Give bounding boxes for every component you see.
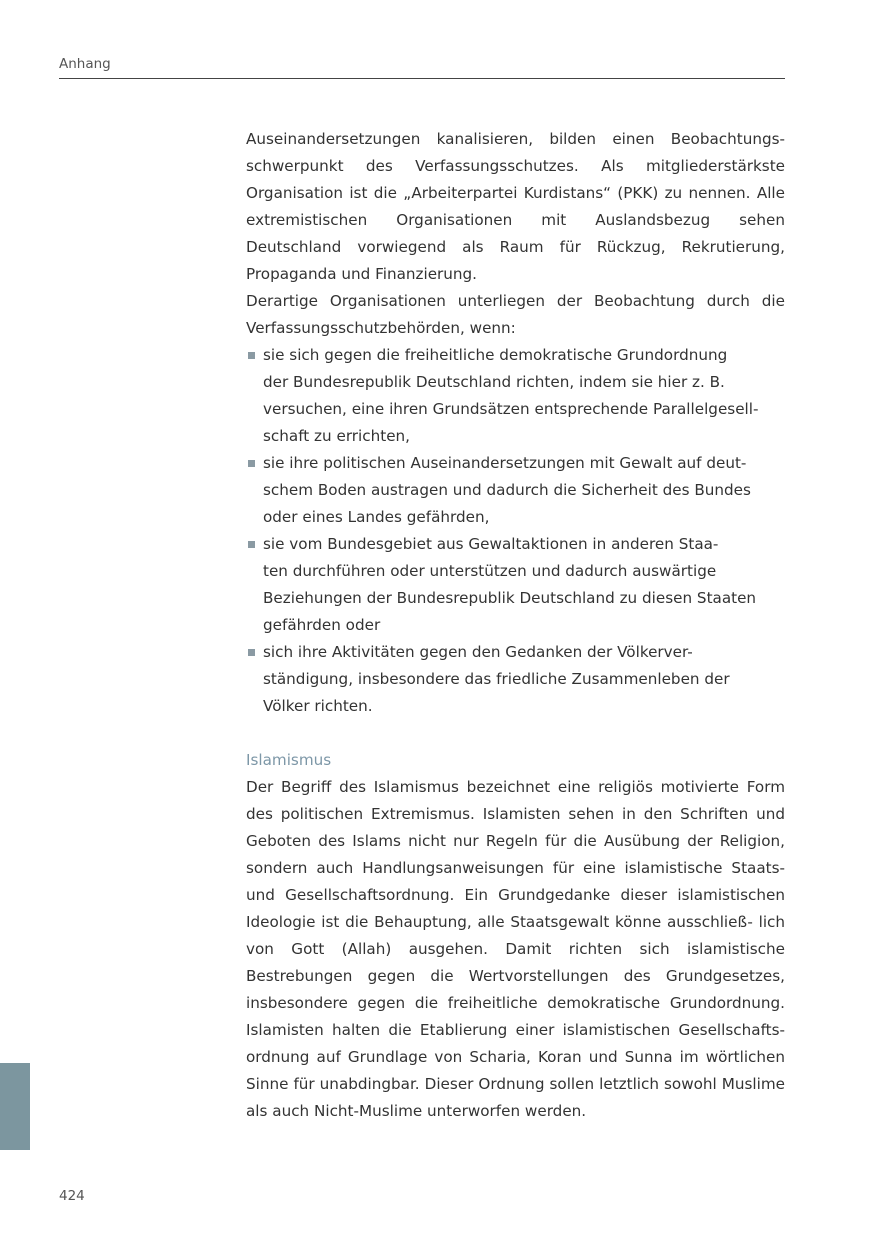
text-line: Organisation ist die „Arbeiterpartei Kurdistans“ (PKK) zu nennen. [246,184,751,202]
square-bullet-icon [248,352,255,359]
header-rule [59,78,785,79]
text-line: Alle extremistischen Organisationen mit Auslandsbezug sehen [246,184,785,229]
page-number: 424 [59,1188,85,1204]
text-line: Bestrebungen gegen die Wertvorstellungen des Grundgesetzes, [246,967,785,985]
text-line: Geboten des Islams nicht nur Regeln für die Ausübung der Religion, [246,832,785,850]
text-line: lich von Gott (Allah) ausgehen. Damit richten sich islamistische [246,913,786,958]
text-line: Beziehungen der Bundesrepublik Deutschland zu diesen Staaten [263,589,757,607]
text-line: Islamisten halten die Etablierung einer islamistischen Gesellschafts- [246,1021,785,1039]
text-line: und Gesellschaftsordnung. Ein Grundgedanke dieser islamistischen [246,886,785,904]
main-text [246,126,785,1125]
text-line: schwerpunkt des Verfassungsschutzes. Als mitgliederstärkste [246,157,785,175]
text-line: ten durchführen oder unterstützen und dadurch auswärtige [263,562,717,580]
paragraph [246,288,785,342]
text-line: ordnung auf Grundlage von Scharia, Koran und Sunna im wörtlichen [246,1048,785,1066]
text-line: Auseinandersetzungen kanalisieren, bilden einen Beobachtungs- [246,130,785,148]
text-line: gefährden oder [263,616,381,634]
running-header: Anhang [59,56,111,72]
text-line: schem Boden austragen und dadurch die Sicherheit des Bundes [263,481,751,499]
list-item [246,342,785,450]
list-item [246,450,785,531]
square-bullet-icon [248,649,255,656]
text-line: oder eines Landes gefährden, [263,508,490,526]
text-line: sich ihre Aktivitäten gegen den Gedanken der Völkerver- [263,643,693,661]
text-line: insbesondere gegen die freiheitliche demokratische Grundordnung. [246,994,785,1012]
text-line: ständigung, insbesondere das friedliche Zusammenleben der [263,670,730,688]
text-line: Der Begriff des Islamismus bezeichnet eine religiös motivierte Form [246,778,785,796]
paragraph [246,126,785,288]
text-line: Sinne für unabdingbar. Dieser Ordnung sollen letztlich sowohl [246,1075,717,1093]
text-line: Verfassungsschutzbehörden, wenn: [246,319,516,337]
text-line: sondern auch Handlungsanweisungen für eine islamistische Staats- [246,859,785,877]
text-line: Ideologie ist die Behauptung, alle Staatsgewalt könne ausschließ- [246,913,753,931]
text-line: Völker richten. [263,697,373,715]
list-item [246,639,785,720]
paragraph [246,774,785,1125]
text-line: schaft zu errichten, [263,427,410,445]
text-line: Propaganda und Finanzierung. [246,265,478,283]
text-line: des politischen Extremismus. Islamisten sehen in den Schriften und [246,805,785,823]
text-line: sie sich gegen die freiheitliche demokratische Grundordnung [263,346,728,364]
side-tab-marker [0,1063,30,1150]
text-line: sie vom Bundesgebiet aus Gewaltaktionen in anderen Staa- [263,535,719,553]
text-line: Derartige Organisationen unterliegen der Beobachtung durch die [246,292,785,310]
list-item [246,531,785,639]
square-bullet-icon [248,460,255,467]
text-line: der Bundesrepublik Deutschland richten, indem sie hier z. B. [263,373,725,391]
bullet-list [246,342,785,720]
text-line: sie ihre politischen Auseinandersetzungen mit Gewalt auf deut- [263,454,747,472]
section-heading: Islamismus [246,751,332,769]
text-line: Deutschland vorwiegend als Raum für Rückzug, Rekrutierung, [246,238,785,256]
square-bullet-icon [248,541,255,548]
text-line: Muslime als auch Nicht-Muslime unterworfen werden. [246,1075,786,1120]
text-line: versuchen, eine ihren Grundsätzen entsprechende Parallelgesell- [263,400,759,418]
